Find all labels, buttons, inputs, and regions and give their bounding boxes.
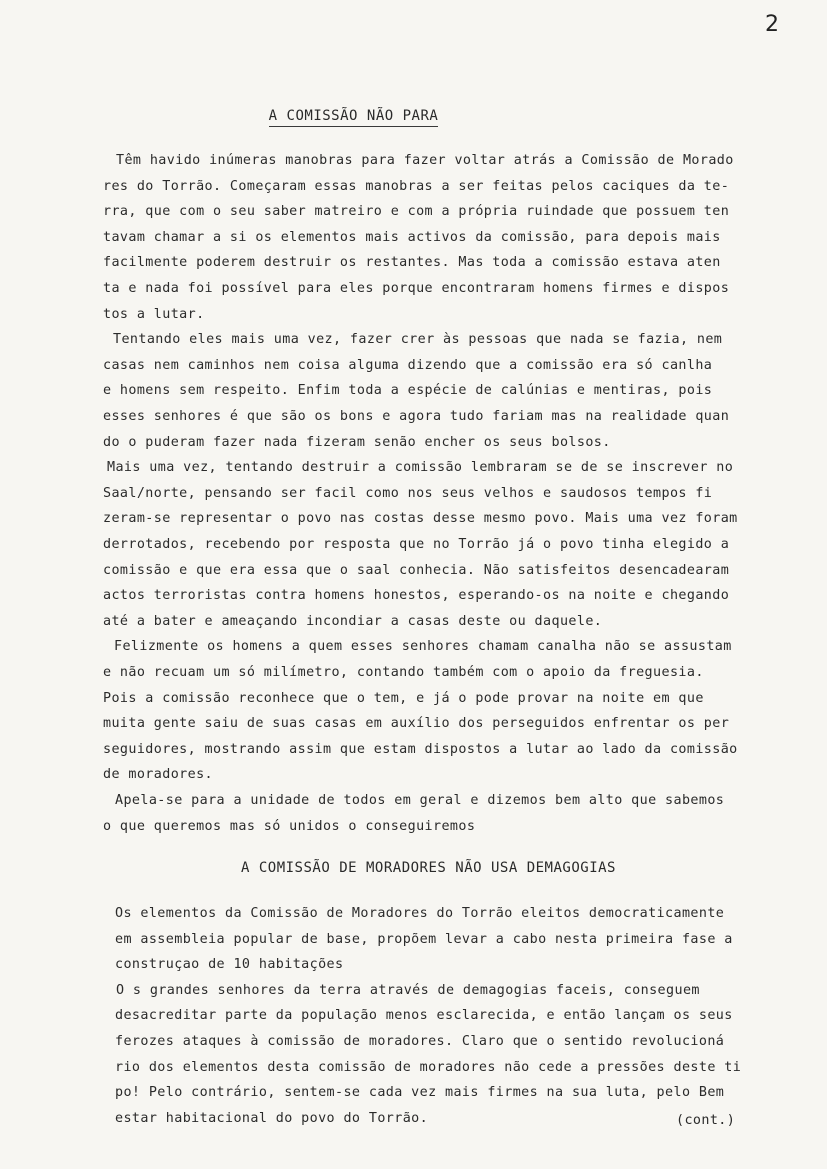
text-line: comissão e que era essa que o saal conhecia. Não satisfeitos desencadearam [103, 562, 730, 578]
text-line: ferozes ataques à comissão de moradores. Claro que o sentido revolucioná [115, 1034, 725, 1049]
text-line: e não recuam um só milímetro, contando também com o apoio da freguesia. [103, 665, 704, 680]
text-line: tos a lutar. [103, 306, 205, 322]
text-line: Mais uma vez, tentando destruir a comissão lembraram se de se inscrever no [107, 460, 734, 476]
text-line: o que queremos mas só unidos o conseguiremos [103, 818, 476, 834]
page-number: 2 [765, 12, 779, 37]
text-line: Apela-se para a unidade de todos em geral e dizemos bem alto que sabemos [115, 793, 725, 808]
text-line: do o puderam fazer nada fizeram senão encher os seus bolsos. [103, 434, 611, 450]
text-line: em assembleia popular de base, propõem levar a cabo nesta primeira fase a [115, 931, 733, 947]
text-line: casas nem caminhos nem coisa alguma dizendo que a comissão era só canlha [103, 357, 713, 373]
text-line: tavam chamar a si os elementos mais activos da comissão, para depois mais [103, 229, 721, 245]
text-line: ta e nada foi possível para eles porque encontraram homens firmes e dispos [103, 281, 730, 296]
section-title-demagogias: A COMISSÃO DE MORADORES NÃO USA DEMAGOGIAS [240, 860, 616, 876]
text-line: po! Pelo contrário, sentem-se cada vez mais firmes na sua luta, pelo Bem [115, 1085, 725, 1101]
text-line: res do Torrão. Começaram essas manobras a ser feitas pelos caciques da te- [103, 178, 730, 194]
text-line: de moradores. [103, 767, 214, 783]
text-line: Saal/norte, pensando ser facil como nos seus velhos e saudosos tempos fi [103, 485, 713, 501]
text-line: zeram-se representar o povo nas costas desse mesmo povo. Mais uma vez foram [103, 511, 738, 527]
section-title-comissao-nao-para: A COMISSÃO NÃO PARA [0, 108, 767, 124]
text-line: construçao de 10 habitações [115, 957, 344, 973]
text-line: Os elementos da Comissão de Moradores do Torrão eleitos democraticamente [115, 906, 725, 921]
text-line: e homens sem respeito. Enfim toda a espécie de calúnias e mentiras, pois [103, 383, 713, 399]
text-line: até a bater e ameaçando incondiar a casas deste ou daquele. [103, 613, 603, 629]
text-line: seguidores, mostrando assim que estam dispostos a lutar ao lado da comissão [103, 741, 738, 757]
text-line: actos terroristas contra homens honestos, esperando-os na noite e chegando [103, 588, 730, 604]
text-line: esses senhores é que são os bons e agora tudo fariam mas na realidade quan [103, 409, 730, 424]
text-line: derrotados, recebendo por resposta que no Torrão já o povo tinha elegido a [103, 537, 730, 552]
text-line: O s grandes senhores da terra através de demagogias faceis, conseguem [116, 982, 700, 998]
text-line: muita gente saiu de suas casas em auxílio dos perseguidos enfrentar os per [103, 716, 730, 732]
continued-marker: (cont.) [676, 1113, 736, 1128]
text-line: estar habitacional do povo do Torrão. [115, 1110, 429, 1126]
text-line: facilmente poderem destruir os restantes. Mas toda a comissão estava aten [103, 255, 721, 271]
text-line: Pois a comissão reconhece que o tem, e já o pode provar na noite em que [103, 690, 704, 706]
text-line: rio dos elementos desta comissão de moradores não cede a pressões deste ti [115, 1059, 742, 1075]
text-line: Felizmente os homens a quem esses senhores chamam canalha não se assustam [114, 639, 732, 655]
text-line: rra, que com o seu saber matreiro e com a própria ruindade que possuem ten [103, 204, 730, 220]
text-line: desacreditar parte da população menos esclarecida, e então lançam os seus [115, 1008, 733, 1024]
text-line: Tentando eles mais uma vez, fazer crer às pessoas que nada se fazia, nem [113, 332, 723, 348]
text-line: Têm havido inúmeras manobras para fazer voltar atrás a Comissão de Morado [116, 153, 734, 168]
